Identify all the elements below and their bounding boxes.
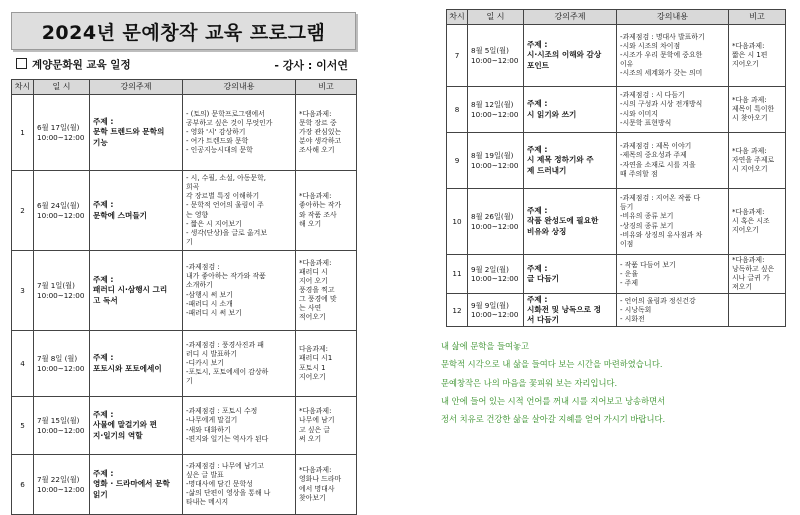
session-note — [296, 251, 357, 331]
session-date: 7월 8일 (월) — [37, 354, 78, 363]
col-header-session: 차시 — [447, 10, 468, 25]
content-line: -과제점검 : 나무에 남기고 — [186, 461, 264, 470]
content-line: - 생각(단상)을 글로 옮겨보 — [186, 228, 267, 237]
content-line: -제목의 중요성과 주제 — [620, 151, 687, 160]
content-line: -삼행시 써 보기 — [186, 290, 233, 299]
session-note — [729, 255, 786, 294]
session-date: 8월 12일(월) — [471, 100, 514, 109]
session-row — [12, 331, 357, 397]
content-line: -과제점검 : 풍경사진과 패 — [186, 340, 264, 349]
note-line: 써 오기 — [299, 434, 322, 443]
session-time: 10:00~12:00 — [37, 290, 85, 300]
session-datetime — [468, 87, 524, 133]
session-date: 9월 9일(월) — [471, 300, 509, 310]
content-line: 각 장르별 특징 이해하기 — [186, 192, 260, 201]
content-line: - 인공지능시대의 문학 — [186, 146, 253, 155]
note-line: 문학 장르 중 — [299, 118, 337, 127]
note-line: 패러디 시1 — [299, 354, 333, 363]
schedule-subheading — [11, 57, 354, 73]
session-note — [296, 331, 357, 397]
note-line: 포토시 1 — [299, 363, 326, 372]
note-line: 고 싶은 글 — [299, 425, 331, 434]
closing-message — [441, 337, 793, 428]
topic-line: 주제 : — [527, 99, 548, 109]
note-line: 조사해 오기 — [299, 146, 335, 155]
session-time: 10:00~12:00 — [471, 310, 519, 320]
session-note — [296, 95, 357, 171]
content-line: - 문학적 언어의 울림이 주 — [186, 201, 264, 210]
note-line: 다음과제: — [299, 345, 328, 354]
note-line: *다음과제: — [299, 407, 332, 416]
session-date: 7월 22일(월) — [37, 475, 80, 484]
content-line: 소개하기 — [186, 281, 213, 290]
topic-line: 사물에 말걸기와 편 — [93, 420, 157, 430]
topic-line: 주제 : — [93, 469, 114, 479]
session-content — [183, 251, 296, 331]
session-number: 6 — [12, 455, 34, 515]
session-topic — [524, 294, 617, 327]
note-line: *다음과제: — [299, 109, 332, 118]
session-note — [729, 25, 786, 87]
session-content — [617, 294, 729, 327]
topic-line: 읽기 — [93, 489, 108, 499]
content-line: -나무에게 말걸기 — [186, 416, 238, 425]
session-topic — [90, 455, 183, 515]
session-note — [296, 397, 357, 455]
topic-line: 포토시와 포토에세이 — [93, 363, 162, 373]
session-content — [183, 397, 296, 455]
note-line: *다음과제: — [732, 41, 765, 50]
session-time: 10:00~12:00 — [37, 210, 85, 220]
col-header-datetime: 일 시 — [34, 80, 90, 95]
content-line: 싶은 글 발표 — [186, 470, 224, 479]
note-line: 패러디 시 — [299, 267, 328, 276]
session-datetime — [34, 95, 90, 171]
content-line: 공부하고 싶은 것이 무엇인가 — [186, 118, 273, 127]
session-content — [617, 87, 729, 133]
session-datetime — [34, 331, 90, 397]
content-line: 는 영향 — [186, 210, 209, 219]
content-line: 듬기 — [620, 203, 634, 212]
session-time: 10:00~12:00 — [37, 425, 85, 435]
content-line: - (토의) 문학프로그램에서 — [186, 109, 265, 118]
note-line: 와 작품 조사 — [299, 210, 337, 219]
content-line: 희곡 — [186, 183, 200, 192]
content-line: -시조의 세계화가 갖는 의미 — [620, 69, 703, 78]
table-header-row — [12, 80, 357, 95]
note-line: 제목이 특이한 — [732, 104, 775, 113]
teacher-name: - 강사 : 이서연 — [274, 59, 348, 72]
session-note — [729, 133, 786, 189]
session-topic — [90, 397, 183, 455]
content-line: -편지와 일기는 역사가 된다 — [186, 434, 269, 443]
topic-line: 주제 : — [93, 117, 114, 127]
content-line: -디카시 보기 — [186, 358, 224, 367]
session-row — [12, 455, 357, 515]
session-date: 8월 19일(월) — [471, 151, 514, 160]
session-date: 7월 15일(월) — [37, 416, 80, 425]
topic-line: 시·시조의 이해와 감상 — [527, 50, 602, 60]
topic-line: 서 다듬기 — [527, 315, 559, 325]
topic-line: 문학에 스며들기 — [93, 210, 147, 220]
content-line: -상징의 종류 보기 — [620, 221, 674, 230]
note-line: 좋아하는 작가 — [299, 201, 342, 210]
note-line: 지어오기 — [299, 372, 326, 381]
content-line: -과제점검 : 지어온 작품 다 — [620, 194, 701, 203]
content-line: -시와 이미지 — [620, 109, 658, 118]
session-row — [447, 294, 786, 327]
content-line: -자연을 소재로 시를 지을 — [620, 160, 696, 169]
note-line: 짧은 시 1편 — [732, 50, 768, 59]
content-line: -과제점검 : 시 다듬기 — [620, 91, 685, 100]
session-content — [617, 133, 729, 189]
content-line: 기 — [186, 377, 193, 386]
note-line: 시 지어오기 — [732, 165, 768, 174]
session-row — [447, 87, 786, 133]
session-content — [183, 171, 296, 251]
col-header-content: 강의내용 — [183, 80, 296, 95]
content-line: -삶의 단편이 영상을 통해 나 — [186, 489, 271, 498]
topic-line: 주제 : — [93, 200, 114, 210]
topic-line: 기능 — [93, 137, 108, 147]
closing-line: 내 삶에 문학을 들여놓고 — [441, 341, 530, 351]
topic-line: 제 드러내기 — [527, 165, 567, 175]
note-line: 시 찾아오기 — [732, 114, 768, 123]
content-line: - 작품 다듬어 보기 — [620, 260, 676, 269]
note-line: 는 사연 — [299, 304, 322, 313]
topic-line: 고 독서 — [93, 295, 118, 305]
session-date: 8월 5일(월) — [471, 46, 509, 55]
session-datetime — [34, 455, 90, 515]
session-note — [296, 171, 357, 251]
schedule-table-left — [11, 79, 357, 515]
note-line: 적어오기 — [299, 313, 326, 322]
content-line: - 짧은 시 지어보기 — [186, 219, 242, 228]
content-line: - 주제 — [620, 278, 638, 287]
closing-line: 정서 치유로 건강한 삶을 살아갈 지혜를 얻어 가시기 바랍니다. — [441, 414, 666, 425]
note-line: 져오기 — [732, 283, 752, 292]
col-header-topic: 강의주제 — [524, 10, 617, 25]
session-row — [12, 95, 357, 171]
note-line: 지어오기 — [732, 60, 759, 69]
topic-line: 주제 : — [527, 40, 548, 50]
session-datetime — [34, 251, 90, 331]
content-line: 타내는 메시지 — [186, 498, 229, 507]
session-time: 10:00~12:00 — [471, 221, 519, 231]
checkbox-icon — [16, 58, 27, 69]
topic-line: 주제 : — [527, 264, 548, 274]
note-line: 지어오기 — [732, 226, 759, 235]
topic-line: 시 읽기와 쓰기 — [527, 109, 577, 119]
content-line: -새와 대화하기 — [186, 425, 231, 434]
content-line: -과제점검 : 포토시 수정 — [186, 407, 258, 416]
content-line: - 언어의 울림과 정신건강 — [620, 296, 696, 305]
session-number: 9 — [447, 133, 468, 189]
note-line: *다음 과제: — [732, 146, 767, 155]
note-line: *다음과제: — [299, 258, 332, 267]
topic-line: 포인트 — [527, 60, 550, 70]
subheading-text: 계양문화원 교육 일정 — [32, 59, 131, 71]
session-number: 1 — [12, 95, 34, 171]
content-line: -명대사에 담긴 문학성 — [186, 479, 253, 488]
col-header-note: 비고 — [296, 80, 357, 95]
topic-line: 주제 : — [93, 410, 114, 420]
topic-line: 주제 : — [527, 206, 548, 216]
session-content — [617, 189, 729, 255]
note-line: 나무에 남기 — [299, 416, 335, 425]
content-line: - 시화전 — [620, 315, 645, 324]
session-content — [617, 255, 729, 294]
content-line: - 영화 '시' 감상하기 — [186, 127, 246, 136]
session-date: 6월 17일(월) — [37, 123, 80, 132]
closing-line: 내 안에 들어 있는 시적 언어를 꺼내 시를 지어보고 낭송하면서 — [441, 395, 666, 406]
session-topic — [524, 25, 617, 87]
session-row — [447, 255, 786, 294]
note-line: *다음과제: — [732, 207, 765, 216]
session-topic — [524, 255, 617, 294]
topic-line: 작품 완성도에 필요한 — [527, 216, 599, 226]
session-topic — [90, 331, 183, 397]
content-line: 때 주의할 점 — [620, 169, 658, 178]
session-topic — [524, 189, 617, 255]
content-line: -과제점검 : 제목 이야기 — [620, 142, 692, 151]
content-line: -포토시, 포토에세이 감상하 — [186, 368, 269, 377]
note-line: 그 풍경에 맞 — [299, 295, 337, 304]
session-note — [729, 294, 786, 327]
session-row — [12, 251, 357, 331]
session-row — [447, 25, 786, 87]
topic-line: 주제 : — [527, 295, 548, 305]
session-date: 9월 2일(월) — [471, 264, 509, 274]
session-number: 11 — [447, 255, 468, 294]
content-line: -시의 구성과 시상 전개방식 — [620, 100, 703, 109]
closing-line: 문학적 시각으로 내 삶을 들여다 보는 시간을 마련하였습니다. — [441, 359, 663, 370]
topic-line: 글 다듬기 — [527, 274, 559, 284]
content-line: -패러디 시 소개 — [186, 299, 233, 308]
session-topic — [90, 251, 183, 331]
session-number: 10 — [447, 189, 468, 255]
closing-line: 문예창작은 나의 마음을 꽃피워 보는 자리입니다. — [441, 377, 618, 388]
topic-line: 문학 트렌드와 문학의 — [93, 127, 165, 137]
col-header-datetime: 일 시 — [468, 10, 524, 25]
col-header-topic: 강의주제 — [90, 80, 183, 95]
note-line: 낭독하고 싶은 — [732, 265, 775, 274]
note-line: 지어 오기 — [299, 276, 328, 285]
session-note — [296, 455, 357, 515]
col-header-session: 차시 — [12, 80, 34, 95]
content-line: -패러디 시 써 보기 — [186, 308, 242, 317]
content-line: 이유 — [620, 60, 634, 69]
note-line: 해 오기 — [299, 219, 322, 228]
note-line: 시 혹은 시조 — [732, 216, 770, 225]
session-datetime — [34, 171, 90, 251]
content-line: - 시낭독회 — [620, 305, 652, 314]
content-line: - 시, 수필, 소설, 아동문학, — [186, 174, 266, 183]
content-line: 이점 — [620, 239, 634, 248]
session-topic — [524, 87, 617, 133]
session-date: 6월 24일(월) — [37, 201, 80, 210]
session-time: 10:00~12:00 — [37, 484, 85, 494]
session-datetime — [468, 189, 524, 255]
note-line: 에서 명대사 — [299, 484, 335, 493]
session-note — [729, 87, 786, 133]
schedule-table-right — [446, 9, 786, 327]
session-number: 4 — [12, 331, 34, 397]
note-line: 영화나 드라마 — [299, 475, 342, 484]
session-number: 5 — [12, 397, 34, 455]
topic-line: 시화전 및 낭독으로 정 — [527, 305, 601, 315]
session-topic — [90, 95, 183, 171]
session-date: 7월 1일(월) — [37, 281, 75, 290]
session-topic — [90, 171, 183, 251]
topic-line: 주제 : — [93, 275, 114, 285]
note-line: 찾아보기 — [299, 493, 326, 502]
note-line: *다음과제: — [732, 256, 765, 264]
session-time: 10:00~12:00 — [37, 363, 85, 373]
content-line: -과제점검 : — [186, 263, 220, 272]
content-line: 기 — [186, 237, 193, 246]
note-line: *다음과제: — [299, 466, 332, 475]
content-line: -비유의 종류 보기 — [620, 212, 674, 221]
session-note — [729, 189, 786, 255]
content-line: -과제점검 : 명대사 발표하기 — [620, 32, 705, 41]
content-line: -시와 시조의 차이점 — [620, 41, 681, 50]
topic-line: 주제 : — [93, 353, 114, 363]
note-line: 풍경을 찍고 — [299, 285, 335, 294]
content-line: -시조가 우리 문학에 중요한 — [620, 50, 703, 59]
col-header-note: 비고 — [729, 10, 786, 25]
session-row — [12, 171, 357, 251]
content-line: 러디 시 발표하기 — [186, 349, 237, 358]
session-row — [447, 189, 786, 255]
topic-line: 비유와 상징 — [527, 226, 567, 236]
session-date: 8월 26일(월) — [471, 212, 514, 221]
content-line: -비유와 상징의 유사점과 차 — [620, 230, 703, 239]
session-content — [617, 25, 729, 87]
session-time: 10:00~12:00 — [37, 132, 85, 142]
topic-line: 지·일기의 역할 — [93, 430, 143, 440]
session-datetime — [468, 133, 524, 189]
note-line: *다음 과제: — [732, 95, 767, 104]
program-title: 2024년 문예창작 교육 프로그램 — [11, 12, 356, 50]
session-time: 10:00~12:00 — [471, 274, 519, 284]
note-line: 분야 생각하고 — [299, 137, 342, 146]
topic-line: 시 제목 정하기와 주 — [527, 155, 594, 165]
session-content — [183, 455, 296, 515]
session-number: 12 — [447, 294, 468, 327]
session-content — [183, 331, 296, 397]
session-datetime — [468, 25, 524, 87]
topic-line: 패러디 시·삼행시 그리 — [93, 285, 168, 295]
session-time: 10:00~12:00 — [471, 55, 519, 65]
session-content — [183, 95, 296, 171]
session-number: 7 — [447, 25, 468, 87]
note-line: 가장 관심있는 — [299, 127, 342, 136]
session-time: 10:00~12:00 — [471, 160, 519, 170]
note-line: *다음과제: — [299, 192, 332, 201]
content-line: - 여가 트렌드와 문학 — [186, 137, 249, 146]
session-datetime — [34, 397, 90, 455]
session-time: 10:00~12:00 — [471, 109, 519, 119]
col-header-content: 강의내용 — [617, 10, 729, 25]
session-datetime — [468, 294, 524, 327]
session-number: 2 — [12, 171, 34, 251]
session-number: 8 — [447, 87, 468, 133]
session-row — [12, 397, 357, 455]
note-line: 시나 글귀 가 — [732, 274, 770, 283]
topic-line: 영화 · 드라마에서 문학 — [93, 479, 170, 489]
table-header-row — [447, 10, 786, 25]
content-line: 내가 좋아하는 작가와 작품 — [186, 272, 266, 281]
session-row — [447, 133, 786, 189]
session-number: 3 — [12, 251, 34, 331]
content-line: - 운율 — [620, 269, 638, 278]
topic-line: 주제 : — [527, 145, 548, 155]
session-topic — [524, 133, 617, 189]
session-datetime — [468, 255, 524, 294]
note-line: 자연을 주제로 — [732, 155, 775, 164]
content-line: -시문학 표현방식 — [620, 118, 672, 127]
